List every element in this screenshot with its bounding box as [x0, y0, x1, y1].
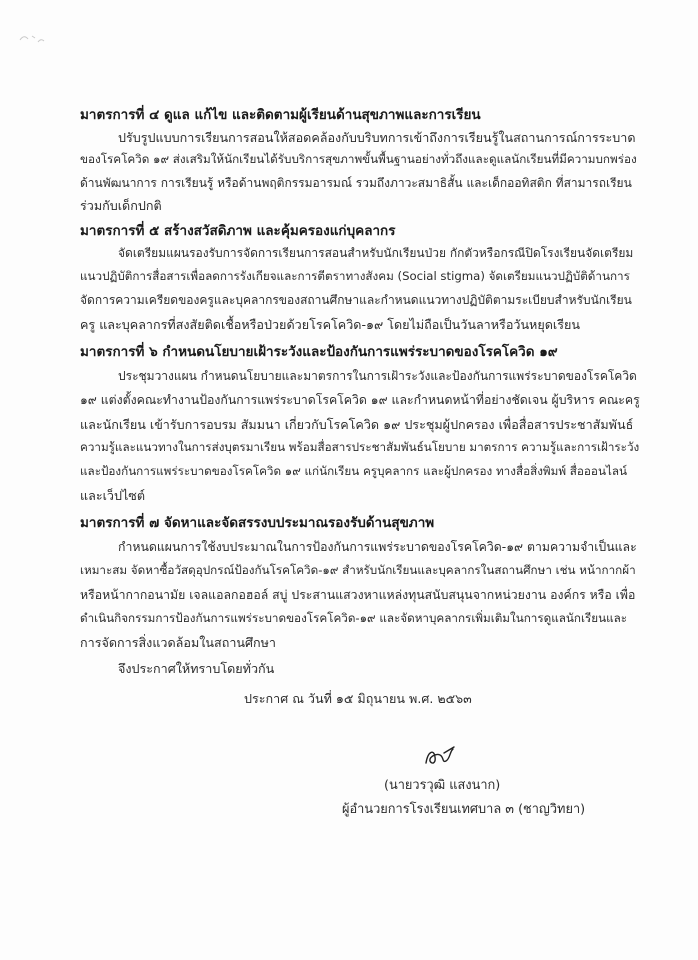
measure-7-line: ดำเนินกิจกรรมการป้องกันการแพร่ระบาดของโรคโควิด-๑๙ และจัดหาบุคลากรเพิ่มเติมในการดูแลนักเรียนและ: [80, 611, 628, 625]
measure-6-line: และป้องกันการแพร่ระบาดของโรคโควิด ๑๙ แก่นักเรียน ครูบุคลากร และผู้ปกครอง ทางสื่อสิ่งพิมพ์ สื่อออนไลน์: [80, 464, 627, 478]
measure-4-line: ร่วมกับเด็กปกติ: [80, 198, 162, 213]
measure-6-line: และเว็ปไซต์: [80, 488, 146, 503]
measure-6-line: ๑๙ แต่งตั้งคณะทำงานป้องกันการแพร่ระบาดโรคโควิด ๑๙ และกำหนดหน้าที่อย่างชัดเจน ผู้บริหาร คณะครู: [80, 393, 640, 407]
signatory-position: ผู้อำนวยการโรงเรียนเทศบาล ๓ (ชาญวิทยา): [342, 802, 586, 817]
announcement-date: ประกาศ ณ วันที่ ๑๕ มิถุนายน พ.ศ. ๒๕๖๓: [244, 691, 472, 706]
measure-4-line: ของโรคโควิด ๑๙ ส่งเสริมให้นักเรียนได้รับบริการสุขภาพขั้นพื้นฐานอย่างทั่วถึงและดูแลนักเรียนที่มีความบกพร่อง: [80, 152, 637, 166]
signatory-name: (นายวรวุฒิ แสงนาก): [384, 778, 501, 793]
measure-4-heading: มาตรการที่ ๔ ดูแล แก้ไข และติดตามผู้เรียนด้านสุขภาพและการเรียน: [80, 107, 481, 123]
handwritten-signature: [420, 743, 460, 771]
measure-5-line: ครู และบุคลากรที่สงสัยติดเชื้อหรือป่วยด้วยโรคโควิด-๑๙ โดยไม่ถือเป็นวันลาหรือวันหยุดเรียน: [80, 317, 580, 332]
measure-6-heading: มาตรการที่ ๖ กำหนดนโยบายเฝ้าระวังและป้องกันการแพร่ระบาดของโรคโควิด ๑๙: [80, 344, 558, 360]
measure-5-line: แนวปฏิบัติการสื่อสารเพื่อลดการรังเกียจและการตีตราทางสังคม (Social stigma) จัดเตรียมแนวปฏิบัติด้านการ: [80, 269, 630, 283]
measure-6-line: ประชุมวางแผน กำหนดนโยบายและมาตรการในการเฝ้าระวังและป้องกันการแพร่ระบาดของโรคโควิด: [118, 369, 637, 383]
measure-4-line: ปรับรูปแบบการเรียนการสอนให้สอดคล้องกับบริบทการเข้าถึงการเรียนรู้ในสถานการณ์การระบาด: [118, 130, 636, 145]
measure-7-heading: มาตรการที่ ๗ จัดหาและจัดสรรงบประมาณรองรับด้านสุขภาพ: [80, 515, 435, 531]
measure-7-line: เหมาะสม จัดหาซื้อวัสดุอุปกรณ์ป้องกันโรคโควิด-๑๙ สำหรับนักเรียนและบุคลากรในสถานศึกษา เช่น หน้ากากผ้า: [80, 563, 636, 577]
measure-6-line: ความรู้และแนวทางในการส่งบุตรมาเรียน พร้อมสื่อสารประชาสัมพันธ์นโยบาย มาตรการ ความรู้และการเฝ้าระวัง: [80, 440, 640, 454]
measure-7-line: กำหนดแผนการใช้งบประมาณในการป้องกันการแพร่ระบาดของโรคโควิด-๑๙ ตามความจำเป็นและ: [118, 540, 637, 554]
measure-7-line: การจัดการสิ่งแวดล้อมในสถานศึกษา: [80, 635, 277, 650]
measure-4-line: ด้านพัฒนาการ การเรียนรู้ หรือด้านพฤติกรรมอารมณ์ รวมถึงภาวะสมาธิสั้น และเด็กออทิสติก ที่สามารถเรียน: [80, 176, 632, 190]
corner-smudge-mark: [18, 30, 48, 48]
measure-5-line: จัดเตรียมแผนรองรับการจัดการเรียนการสอนสำหรับนักเรียนป่วย กักตัวหรือกรณีปิดโรงเรียนจัดเตรียม: [118, 246, 634, 260]
measure-5-line: จัดการความเครียดของครูและบุคลากรของสถานศึกษาและกำหนดแนวทางปฏิบัติตามระเบียบสำหรับนักเรียน: [80, 293, 632, 307]
measure-7-line: หรือหน้ากากอนามัย เจลแอลกอฮอล์ สบู่ ประสานแสวงหาแหล่งทุนสนับสนุนจากหน่วยงาน องค์กร หรือ เพื่อ: [80, 588, 636, 602]
measure-5-heading: มาตรการที่ ๕ สร้างสวัสดิภาพ และคุ้มครองแก่บุคลากร: [80, 223, 396, 239]
closing-announcement: จึงประกาศให้ทราบโดยทั่วกัน: [118, 661, 275, 676]
measure-6-line: และนักเรียน เข้ารับการอบรม สัมมนา เกี่ยวกับโรคโควิด ๑๙ ประชุมผู้ปกครอง เพื่อสื่อสารประชาสัมพันธ์: [80, 417, 634, 432]
